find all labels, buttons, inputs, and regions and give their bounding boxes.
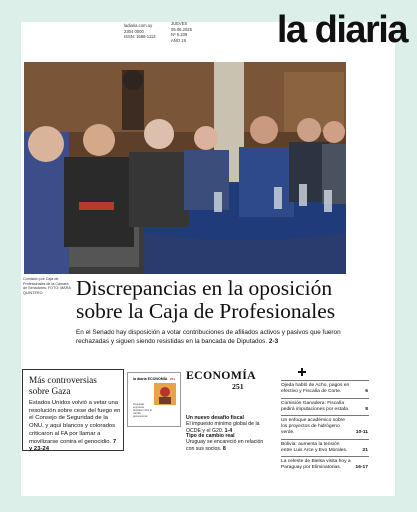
gaza-title: Más controversias sobre Gaza [29,376,97,397]
lede-pages: 2-3 [268,337,279,345]
cover-number: 251 [169,377,175,381]
issue-number: Nº 5.239 [171,32,188,38]
masthead-logo: la diaria [276,9,407,51]
economia-cover-thumbnail[interactable] [127,372,181,427]
weekday: JUEVES [171,21,188,26]
masthead-issue-info [171,21,192,43]
lede-text: En el Senado hay disposición a votar contribuciones de afiliados activos y pasivos que fueron rechazadas y siguen siendo resistidas en la bancada de Diputados. [76,329,341,345]
cover-logo: la diaria ECONOMÍA [133,377,168,381]
economia-title: ECONOMÍA [186,368,256,382]
list-item[interactable]: La celeste de Bielsa visita hoy a Paraguay por Eliminatorias. 16-17 [281,456,369,474]
economia-item-1[interactable]: Un nuevo desafío fiscal El impuesto mínimo global de la OCDE y el G20. 1-4 [186,415,260,434]
cover-illustration-icon [154,383,176,405]
gaza-box[interactable] [22,369,124,451]
economia-item-2[interactable]: Tipo de cambio real Uruguay se encareció en relación con sus socios. 8 [186,433,264,452]
cover-text: Pequeñas empresas familiares ante el cambio generacional [133,403,152,419]
issue-date: 05.06.2025 [171,26,192,32]
gaza-body: Estados Unidos volvió a vetar una resolución sobre cese del fuego en el Consejo de Seguridad de la ONU, y aquí blancos y colorados criticaron al FA por llamar a movilizarse contra el genocidio. 7 y 23-24 [29,400,121,453]
plus-icon [297,367,307,377]
gaza-pages: 7 y 23-24 [29,438,117,453]
list-item[interactable]: Un enfoque académico sobre los proyectos de hidrógeno verde. 10-11 [281,415,369,439]
masthead-contact [124,23,156,40]
year: AÑO 19 [171,37,186,43]
lead-photo [24,62,346,274]
list-item[interactable]: Comisión Ganadera: Fiscalía pedirá imputaciones por estafa. 8 [281,398,369,416]
photo-caption: Comisión por Caja de Profesionales de la Cámara de Senadores. FOTO: MARA QUINTERO [23,277,71,295]
economia-number: 251 [232,382,244,391]
phone: 2304 0000 [124,28,144,34]
lead-headline[interactable]: Discrepancias en la oposición sobre la Caja de Profesionales [76,276,336,323]
website: ladiaria.com.uy [124,23,153,28]
issn: ISSN: 1688-1113 [124,34,156,40]
list-item[interactable]: Ojeda habló de Acho, pagos en efectivo y Fiscalía de Corte. 6 [281,380,369,398]
lead-lede [76,329,344,346]
right-index-list [281,380,369,474]
list-item[interactable]: Bolivia: aumenta la tensión entre Luis Arce y Evo Morales. 21 [281,439,369,457]
